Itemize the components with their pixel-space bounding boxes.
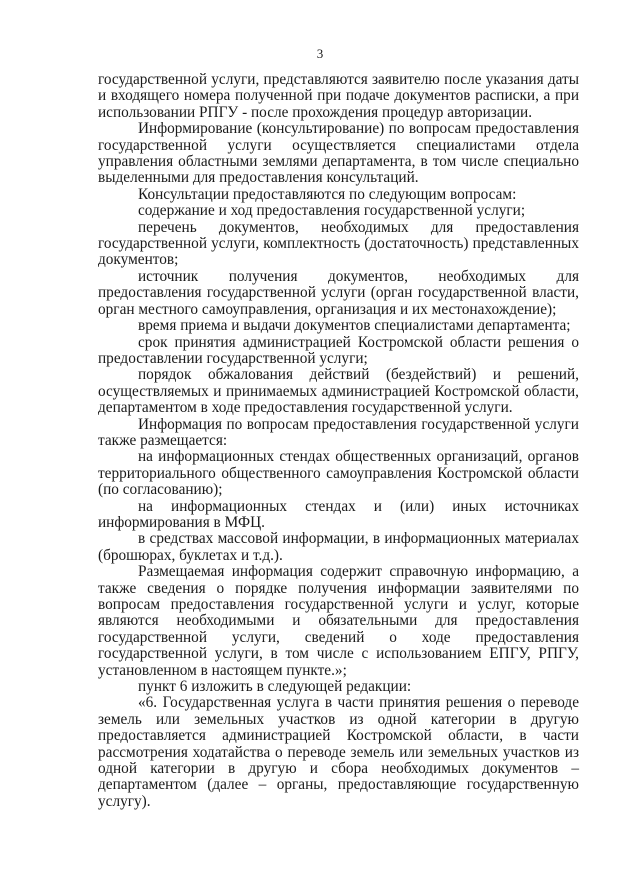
list-item-consultation: содержание и ход предоставления государственной услуги; xyxy=(138,202,526,220)
list-item-consultation: срок принятия администрацией Костромской области решения о предоставлении государственной услуги; xyxy=(98,333,579,367)
paragraph-placement-intro: Информация по вопросам предоставления государственной услуги также размещается: xyxy=(98,415,579,449)
paragraph-consultation-intro: Консультации предоставляются по следующим вопросам: xyxy=(138,185,517,203)
list-item-placement: на информационных стендах и (или) иных источниках информирования в МФЦ. xyxy=(98,497,579,531)
paragraph-informing: Информирование (консультирование) по вопросам предоставления государственной услуги осуществляется специалистами отдела управления областными землями департамента, в том числе специально выделенными для предоставления консультаций. xyxy=(98,120,579,187)
list-item-consultation: порядок обжалования действий (бездействий) и решений, осуществляемых и принимаемых администрацией Костромской области, департаментом в ходе предоставления государственной услуги. xyxy=(98,366,579,417)
paragraph-amendment-instruction: пункт 6 изложить в следующей редакции: xyxy=(138,678,412,696)
list-item-consultation: источник получения документов, необходимых для предоставления государственной услуги (орган государственной власти, орган местного самоуправления, организация и их местонахождение); xyxy=(98,267,579,318)
paragraph-clause-6: «6. Государственная услуга в части принятия решения о переводе земель или земельных участков из одной категории в другую предоставляется администрацией Костромской области, в части рассмотрения ходатайства о переводе земель или земельных участков из одной категории в другую и сбора необходимых документов – департаментом (далее – органы, предоставляющие государственную услугу). xyxy=(98,694,579,810)
document-body xyxy=(98,72,579,810)
paragraph-continuation: государственной услуги, представляются заявителю после указания даты и входящего номера полученной при подаче документов расписки, а при использовании РПГУ - после прохождения процедур авторизации. xyxy=(98,71,579,121)
list-item-consultation: время приема и выдачи документов специалистами департамента; xyxy=(138,317,571,335)
list-item-placement: на информационных стендах общественных организаций, органов территориального общественного самоуправления Костромской области (по согласованию); xyxy=(98,448,579,499)
page-number: 3 xyxy=(316,46,324,61)
paragraph-posted-information: Размещаемая информация содержит справочную информацию, а также сведения о порядке получения информации заявителями по вопросам предоставления государственной услуги и услуг, которые являются необходимыми и обязательными для предоставления государственной услуги, сведений о ходе предоставления государственной услуги, в том числе с использованием ЕПГУ, РПГУ, установленном в настоящем пункте.»; xyxy=(98,563,579,679)
list-item-placement: в средствах массовой информации, в информационных материалах (брошюрах, буклетах и т.д.). xyxy=(98,530,579,564)
list-item-consultation: перечень документов, необходимых для предоставления государственной услуги, комплектность (достаточность) представленных документов; xyxy=(98,218,579,269)
